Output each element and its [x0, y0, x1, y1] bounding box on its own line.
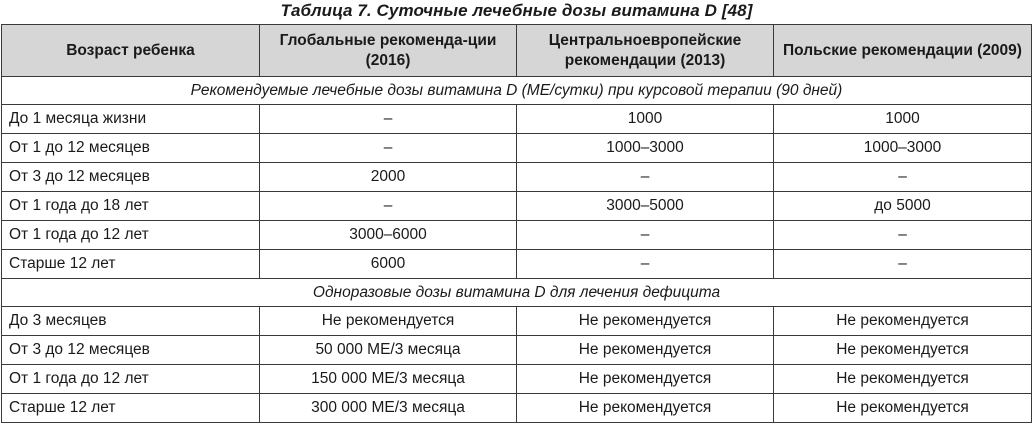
- section-title: Рекомендуемые лечебные дозы витамина D (МЕ/сутки) при курсовой терапии (90 дней): [2, 77, 1032, 105]
- cell-central-european: Не рекомендуется: [517, 336, 774, 365]
- header-central-european: Центральноевропейские рекомендации (2013): [517, 25, 774, 77]
- cell-polish: Не рекомендуется: [774, 336, 1032, 365]
- cell-age: От 1 года до 12 лет: [2, 221, 260, 250]
- cell-global: –: [260, 105, 517, 134]
- cell-polish: Не рекомендуется: [774, 394, 1032, 423]
- cell-central-european: Не рекомендуется: [517, 394, 774, 423]
- cell-polish: до 5000: [774, 192, 1032, 221]
- cell-global: Не рекомендуется: [260, 307, 517, 336]
- cell-central-european: Не рекомендуется: [517, 307, 774, 336]
- cell-global: –: [260, 192, 517, 221]
- vitamin-d-dose-table: [1, 24, 1032, 423]
- cell-polish: –: [774, 163, 1032, 192]
- cell-global: 2000: [260, 163, 517, 192]
- header-global: Глобальные рекоменда-ции (2016): [260, 25, 517, 77]
- cell-age: До 3 месяцев: [2, 307, 260, 336]
- cell-polish: –: [774, 221, 1032, 250]
- table-row: [2, 365, 1032, 394]
- cell-age: От 1 года до 12 лет: [2, 365, 260, 394]
- table-body: [2, 77, 1032, 423]
- header-polish: Польские рекомендации (2009): [774, 25, 1032, 77]
- section-row: [2, 77, 1032, 105]
- table-row: [2, 163, 1032, 192]
- table-caption: Таблица 7. Суточные лечебные дозы витамина D [48]: [280, 1, 753, 20]
- cell-central-european: –: [517, 163, 774, 192]
- cell-polish: –: [774, 250, 1032, 279]
- table-row: [2, 307, 1032, 336]
- cell-polish: Не рекомендуется: [774, 365, 1032, 394]
- cell-polish: 1000: [774, 105, 1032, 134]
- cell-central-european: –: [517, 221, 774, 250]
- cell-age: От 3 до 12 месяцев: [2, 336, 260, 365]
- header-age: Возраст ребенка: [2, 25, 260, 77]
- header-row: [2, 25, 1032, 77]
- cell-polish: Не рекомендуется: [774, 307, 1032, 336]
- cell-age: До 1 месяца жизни: [2, 105, 260, 134]
- cell-central-european: 1000–3000: [517, 134, 774, 163]
- table-row: [2, 394, 1032, 423]
- cell-global: –: [260, 134, 517, 163]
- cell-age: От 1 года до 18 лет: [2, 192, 260, 221]
- cell-age: От 1 до 12 месяцев: [2, 134, 260, 163]
- cell-central-european: 3000–5000: [517, 192, 774, 221]
- cell-global: 150 000 МЕ/3 месяца: [260, 365, 517, 394]
- table-row: [2, 221, 1032, 250]
- cell-polish: 1000–3000: [774, 134, 1032, 163]
- cell-global: 6000: [260, 250, 517, 279]
- cell-central-european: 1000: [517, 105, 774, 134]
- table-row: [2, 336, 1032, 365]
- section-title: Одноразовые дозы витамина D для лечения дефицита: [2, 279, 1032, 307]
- cell-global: 50 000 МЕ/3 месяца: [260, 336, 517, 365]
- cell-central-european: Не рекомендуется: [517, 365, 774, 394]
- table-row: [2, 134, 1032, 163]
- cell-central-european: –: [517, 250, 774, 279]
- table-row: [2, 105, 1032, 134]
- cell-global: 300 000 МЕ/3 месяца: [260, 394, 517, 423]
- section-row: [2, 279, 1032, 307]
- cell-age: Старше 12 лет: [2, 250, 260, 279]
- table-row: [2, 192, 1032, 221]
- cell-age: Старше 12 лет: [2, 394, 260, 423]
- cell-age: От 3 до 12 месяцев: [2, 163, 260, 192]
- table-row: [2, 250, 1032, 279]
- cell-global: 3000–6000: [260, 221, 517, 250]
